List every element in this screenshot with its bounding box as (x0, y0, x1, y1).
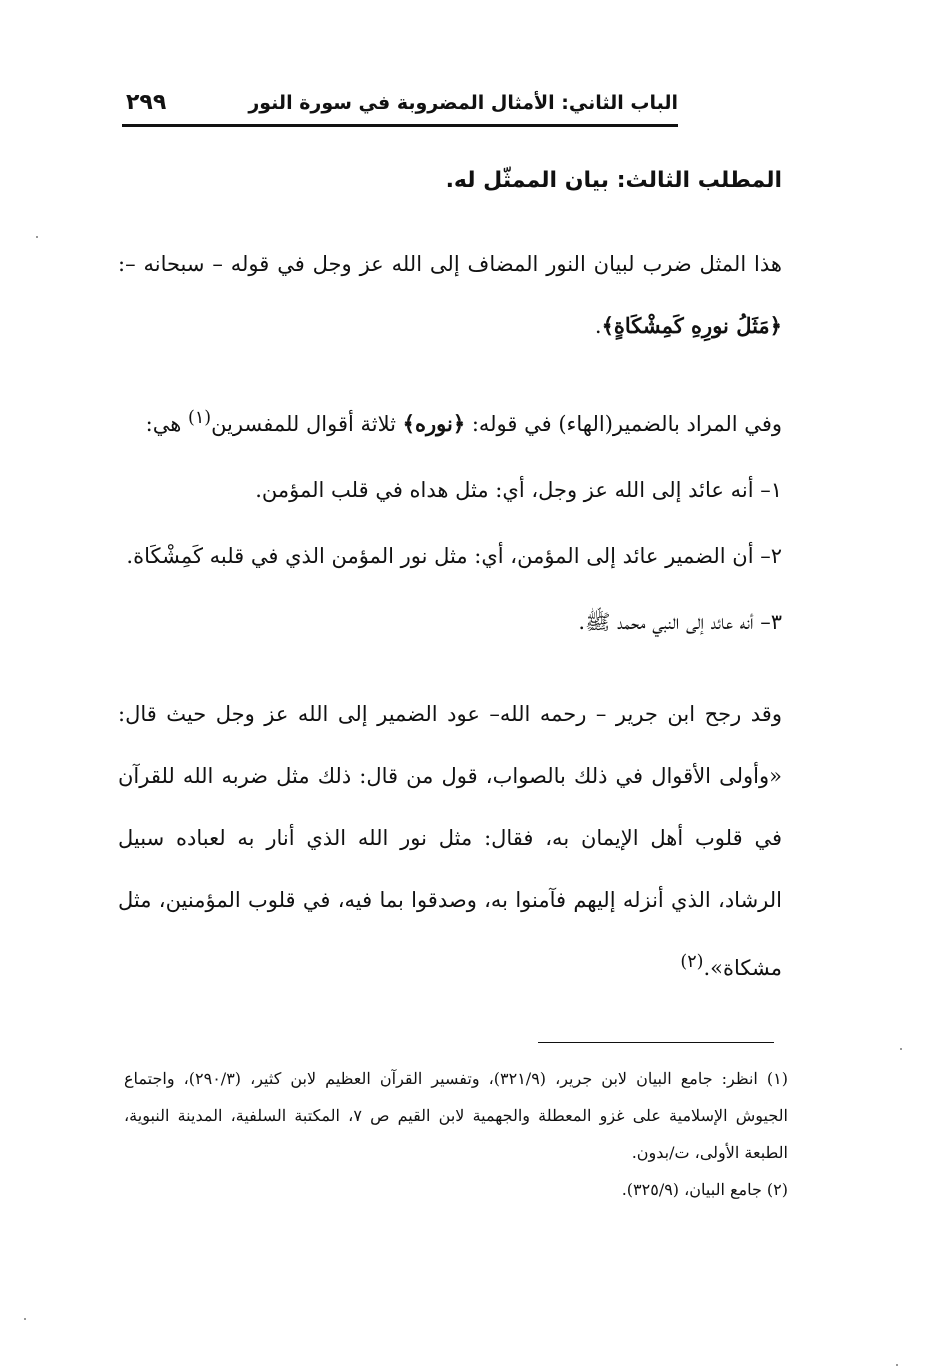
footnote-ref-1[interactable]: (١) (188, 408, 212, 428)
list-item: ٣– أنه عائد إلى النبي محمد ﷺ. (578, 610, 782, 634)
closing-paragraph (118, 683, 782, 999)
scan-speck (24, 1318, 26, 1320)
pronoun-paragraph (118, 387, 782, 455)
footnote-ref-2[interactable]: (٢) (680, 952, 704, 972)
intro-text: هذا المثل ضرب لبيان النور المضاف إلى الله عز وجل في قوله – سبحانه –: (118, 252, 782, 276)
pronoun-text-cont: ثلاثة أقوال للمفسرين (211, 412, 396, 436)
pronoun-text: وفي المراد بالضمير(الهاء) في قوله: (471, 412, 782, 436)
page-number: ٢٩٩ (126, 90, 167, 115)
footnote-separator (538, 1042, 774, 1043)
footnote-2: (٢) جامع البيان، (٣٢٥/٩). (621, 1180, 788, 1199)
scan-speck (900, 1048, 902, 1050)
footnotes (124, 1060, 788, 1208)
intro-paragraph (118, 233, 782, 357)
intro-end: . (594, 314, 602, 338)
running-header (122, 88, 678, 122)
list-item: ١– أنه عائد إلى الله عز وجل، أي: مثل هداه في قلب المؤمن. (255, 478, 782, 502)
running-header-title: الباب الثاني: الأمثال المضروبة في سورة النور (248, 92, 678, 114)
closing-text: وقد رجح ابن جرير – رحمه الله– عود الضمير إلى الله عز وجل حيث قال: «وأولى الأقوال في ذلك بالصواب، قول من قال: ذلك مثل ضربه الله للقرآن في قلوب أهل الإيمان به، فقال: مثل نور الله الذي أنار به لعباده سبيل الرشاد، الذي أنزله إليهم فآمنوا به، وصدقوا بما فيه، في قلوب المؤمنين، مثل مشكاة». (118, 702, 782, 980)
footnote-1: (١) انظر: جامع البيان لابن جرير، (٣٢١/٩)، وتفسير القرآن العظيم لابن كثير، (٢٩٠/٣)، واجتماع الجيوش الإسلامية على غزو المعطلة والجهمية لابن القيم ص ٧، المكتبة السلفية، المدينة النبوية، الطبعة الأولى، ت/بدون. (124, 1069, 788, 1162)
quran-quote: ﴿مَثَلُ نورِهِ كَمِشْكَاةٍ﴾ (601, 313, 782, 338)
scan-speck (36, 236, 38, 238)
header-rule (122, 124, 678, 127)
section-heading: المطلب الثالث: بيان الممثّل له. (445, 168, 782, 193)
list-item: ٢– أن الضمير عائد إلى المؤمن، أي: مثل نور المؤمن الذي في قلبه كَمِشْكَاة. (126, 544, 782, 568)
pronoun-text-end: هي: (145, 412, 182, 436)
main-text (118, 160, 782, 1029)
quran-quote-noorihi: ﴿نوره﴾ (402, 411, 466, 436)
scan-speck (896, 1364, 898, 1366)
